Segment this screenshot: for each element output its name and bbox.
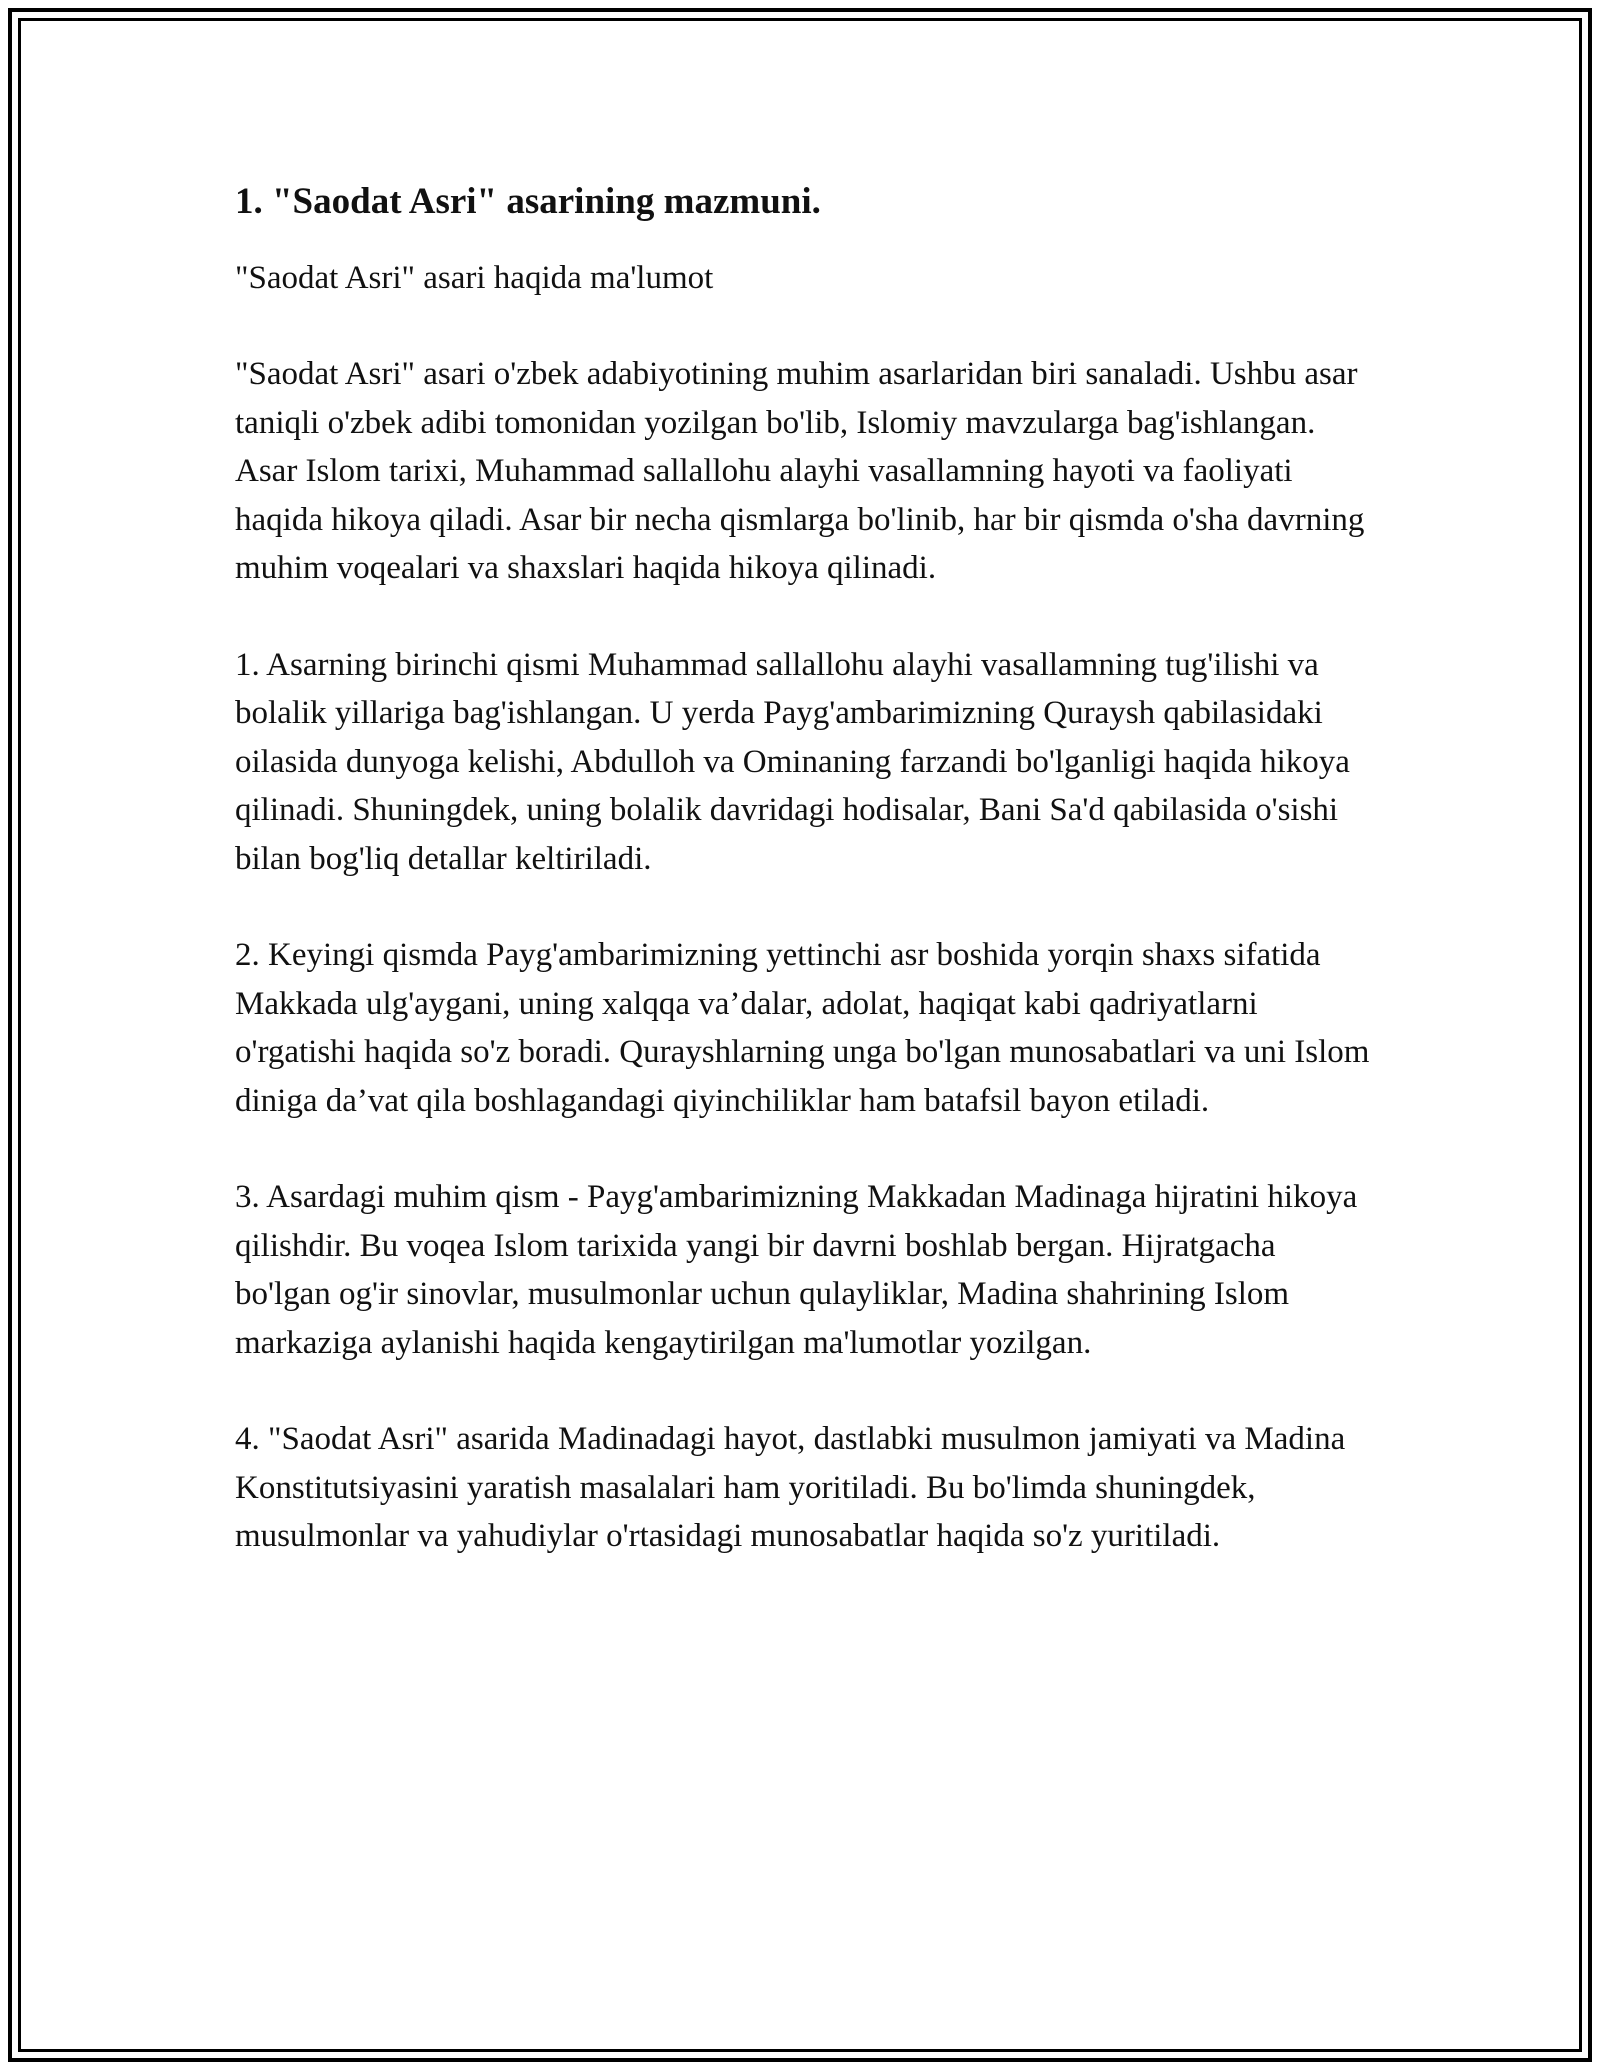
paragraph-section-3: 3. Asardagi muhim qism - Payg'ambarimizning Makkadan Madinaga hijratini hikoya qilishdir. Bu voqea Islom tarixida yangi bir davrni boshlab bergan. Hijratgacha bo'lgan og'ir sinovlar, musulmonlar uchun qulayliklar, Madina shahrining Islom markaziga aylanishi haqida kengaytirilgan ma'lumotlar yozilgan. [235,1179,1358,1361]
paragraph-section-2: 2. Keyingi qismda Payg'ambarimizning yettinchi asr boshida yorqin shaxs sifatida Makkada ulg'aygani, uning xalqqa va’dalar, adolat, haqiqat kabi qadriyatlarni o'rgatishi haqida so'z boradi. Qurayshlarning unga bo'lgan munosabatlari va uni Islom diniga da’vat qila boshlagandagi qiyinchiliklar ham batafsil bayon etiladi. [235,937,1370,1119]
paragraph-section-4: 4. "Saodat Asri" asarida Madinadagi hayot, dastlabki musulmon jamiyati va Madina Konstitutsiyasini yaratish masalalari ham yoritiladi. Bu bo'limda shuningdek, musulmonlar va yahudiylar o'rtasidagi munosabatlar haqida so'z yuritiladi. [235,1421,1346,1555]
paragraph-intro: "Saodat Asri" asari o'zbek adabiyotining muhim asarlaridan biri sanaladi. Ushbu asar taniqli o'zbek adibi tomonidan yozilgan bo'lib, Islomiy mavzularga bag'ishlangan. Asar Islom tarixi, Muhammad sallallohu alayhi vasallamning hayoti va faoliyati haqida hikoya qiladi. Asar bir necha qismlarga bo'linib, har bir qismda o'sha davrning muhim voqealari va shaxslari haqida hikoya qilinadi. [235,356,1365,587]
document-body [235,180,1375,1609]
document-title: 1. "Saodat Asri" asarining mazmuni. [235,181,821,222]
document-subtitle: "Saodat Asri" asari haqida ma'lumot [235,260,714,297]
paragraph-section-1: 1. Asarning birinchi qismi Muhammad sallallohu alayhi vasallamning tug'ilishi va bolalik yillariga bag'ishlangan. U yerda Payg'ambarimizning Quraysh qabilasidaki oilasida dunyoga kelishi, Abdulloh va Ominaning farzandi bo'lganligi haqida hikoya qilinadi. Shuningdek, uning bolalik davridagi hodisalar, Bani Sa'd qabilasida o'sishi bilan bog'liq detallar keltiriladi. [235,646,1350,877]
